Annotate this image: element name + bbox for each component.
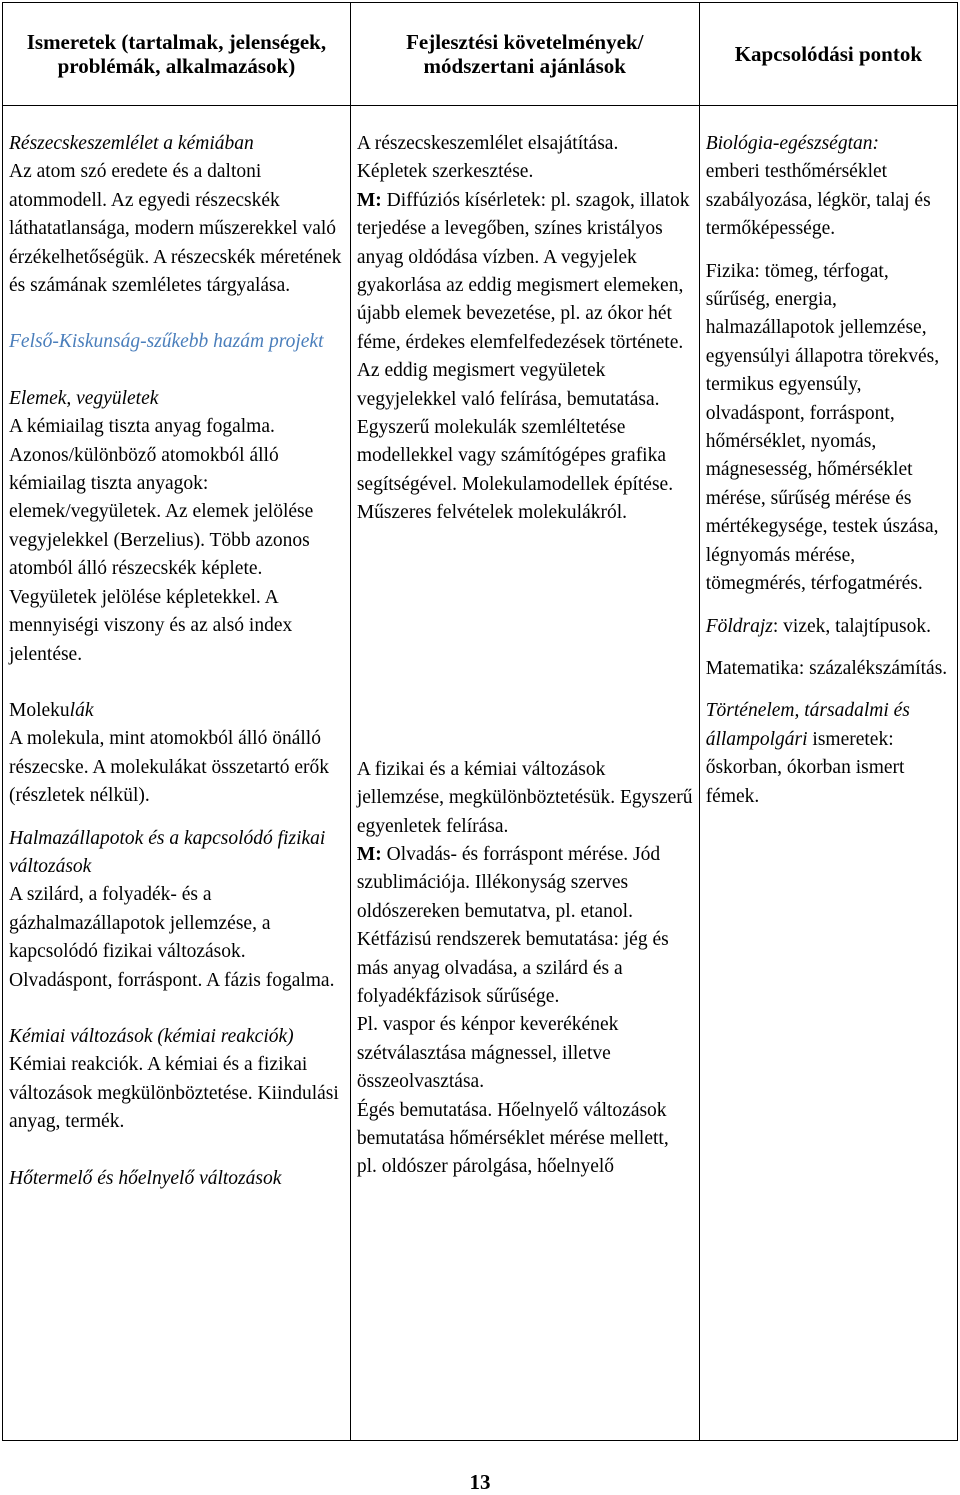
requirements-block bbox=[356, 756, 698, 1012]
connection-text bbox=[706, 613, 951, 641]
connection-text-part: ismeretek: őskorban, ókorban ismert fémek. bbox=[705, 728, 910, 807]
req-text: Diffúziós kísérletek: pl. szagok, illatok terjedése a levegőben, színes kristályos anyag oldódása vízben. A vegyjelek gyakorlása az eddig megismert elemeken, újabb elemek bevezetése, pl. az ókor hét féme, érdekes elemfelfedezések története. Az eddig megismert vegyületek vegyjelekkel való felírása, bemutatása. Egyszerű molekulák szemléltetése modellekkel vagy számítógépes grafika segítségével. Molekulamodellek építése. Műszeres felvételek molekulákról. bbox=[356, 189, 695, 524]
header-requirements: Fejlesztési követelmények/ módszertani ajánlások bbox=[350, 3, 699, 106]
section-title: Részecskeszemlélet a kémiában bbox=[9, 133, 254, 154]
section-title: Elemek, vegyületek bbox=[9, 387, 159, 409]
project-title: Felső-Kiskunság-szűkebb hazám projekt bbox=[9, 331, 324, 353]
connection-text bbox=[706, 697, 951, 811]
req-text: Égés bemutatása. Hőelnyelő változások bemutatása hőmérséklet mérése mellett, pl. oldószer párolgása, hőelnyelő bbox=[356, 1099, 674, 1178]
header-content: Ismeretek (tartalmak, jelenségek, problémák, alkalmazások) bbox=[3, 3, 351, 106]
req-text: A fizikai és a kémiai változások jellemzése, megkülönböztetésük. Egyszerű egyenletek felírása. bbox=[356, 758, 698, 837]
connections-cell bbox=[699, 106, 957, 1441]
header-connections: Kapcsolódási pontok bbox=[699, 3, 957, 106]
requirements-block bbox=[357, 130, 693, 528]
req-text: Olvadás- és forráspont mérése. Jód szublimációja. Illékonyság szerves oldószereken bemutatva, pl. etanol. Kétfázisú rendszerek bemutatása: jég és más anyag olvadása, a szilárd és a folyadékfázisok sűrűsége. bbox=[356, 843, 674, 1007]
connection-title: Történelem, társadalmi és állampolgári bbox=[705, 700, 915, 750]
section-text: A kémiailag tiszta anyag fogalma. Azonos/különböző atomokból álló kémiailag tiszta anyagok: elemek/vegyületek. Az elemek jelölése vegyjelekkel (Berzelius). Több azonos atomból álló részecskék képlete. Vegyületek jelölése képletekkel. A mennyiségi viszony és az alsó index jelentése. bbox=[9, 416, 319, 665]
requirements-cell bbox=[350, 106, 699, 1441]
req-text: A részecskeszemlélet elsajátítása. Képletek szerkesztése. bbox=[356, 133, 624, 183]
section-text: Kémiai reakciók. A kémiai és a fizikai változások megkülönböztetése. Kiindulási anyag, termék. bbox=[9, 1054, 344, 1133]
section-title bbox=[9, 697, 344, 725]
section-title: Hőtermelő és hőelnyelő változások bbox=[9, 1167, 282, 1189]
section-title-part: Moleku bbox=[9, 699, 70, 721]
connection-text: Fizika: tömeg, térfogat, sűrűség, energia, halmazállapotok jellemzése, egyensúlyi állapotra törekvés, termikus egyensúly, olvadáspont, forráspont, hőmérséklet, nyomás, mágnesesség, hőmérséklet mérése, sűrűség mérése és mértékegysége, testek úszása, légnyomás mérése, tömegmérés, térfogatmérés. bbox=[705, 260, 944, 595]
curriculum-table bbox=[2, 2, 958, 1441]
connection-text: Matematika: százalékszámítás. bbox=[705, 657, 948, 679]
section-title-part: lák bbox=[69, 699, 94, 721]
section-text: Az atom szó eredete és a daltoni atommodell. Az egyedi részecskék láthatatlansága, modern műszerekkel való érzékelhetőségük. A részecskék méretének és számának szemléletes tárgyalása. bbox=[9, 161, 347, 297]
connection-text-part: : vizek, talajtípusok. bbox=[772, 615, 932, 637]
header-row bbox=[3, 3, 958, 106]
connection-title: Földrajz bbox=[705, 615, 773, 637]
section-title: Kémiai változások (kémiai reakciók) bbox=[9, 1025, 294, 1047]
req-text: Pl. vaspor és kénpor keverékének szétválasztása mágnessel, illetve összeolvasztása. bbox=[356, 1014, 624, 1093]
section-title: Halmazállapotok és a kapcsolódó fizikai változások bbox=[9, 827, 331, 877]
page-number: 13 bbox=[469, 1470, 491, 1494]
content-row bbox=[3, 106, 958, 1441]
method-label: M: bbox=[356, 189, 382, 211]
connection-text: emberi testhőmérséklet szabályozása, légkör, talaj és termőképessége. bbox=[705, 161, 936, 240]
section-text: A szilárd, a folyadék- és a gázhalmazállapotok jellemzése, a kapcsolódó fizikai változások. Olvadáspont, forráspont. A fázis fogalma. bbox=[9, 884, 335, 991]
method-label: M: bbox=[356, 843, 382, 865]
content-cell bbox=[3, 106, 351, 1441]
section-text: A molekula, mint atomokból álló önálló részecske. A molekulákat összetartó erők (részletek nélkül). bbox=[9, 728, 334, 807]
connection-title: Biológia-egészségtan: bbox=[705, 133, 879, 154]
